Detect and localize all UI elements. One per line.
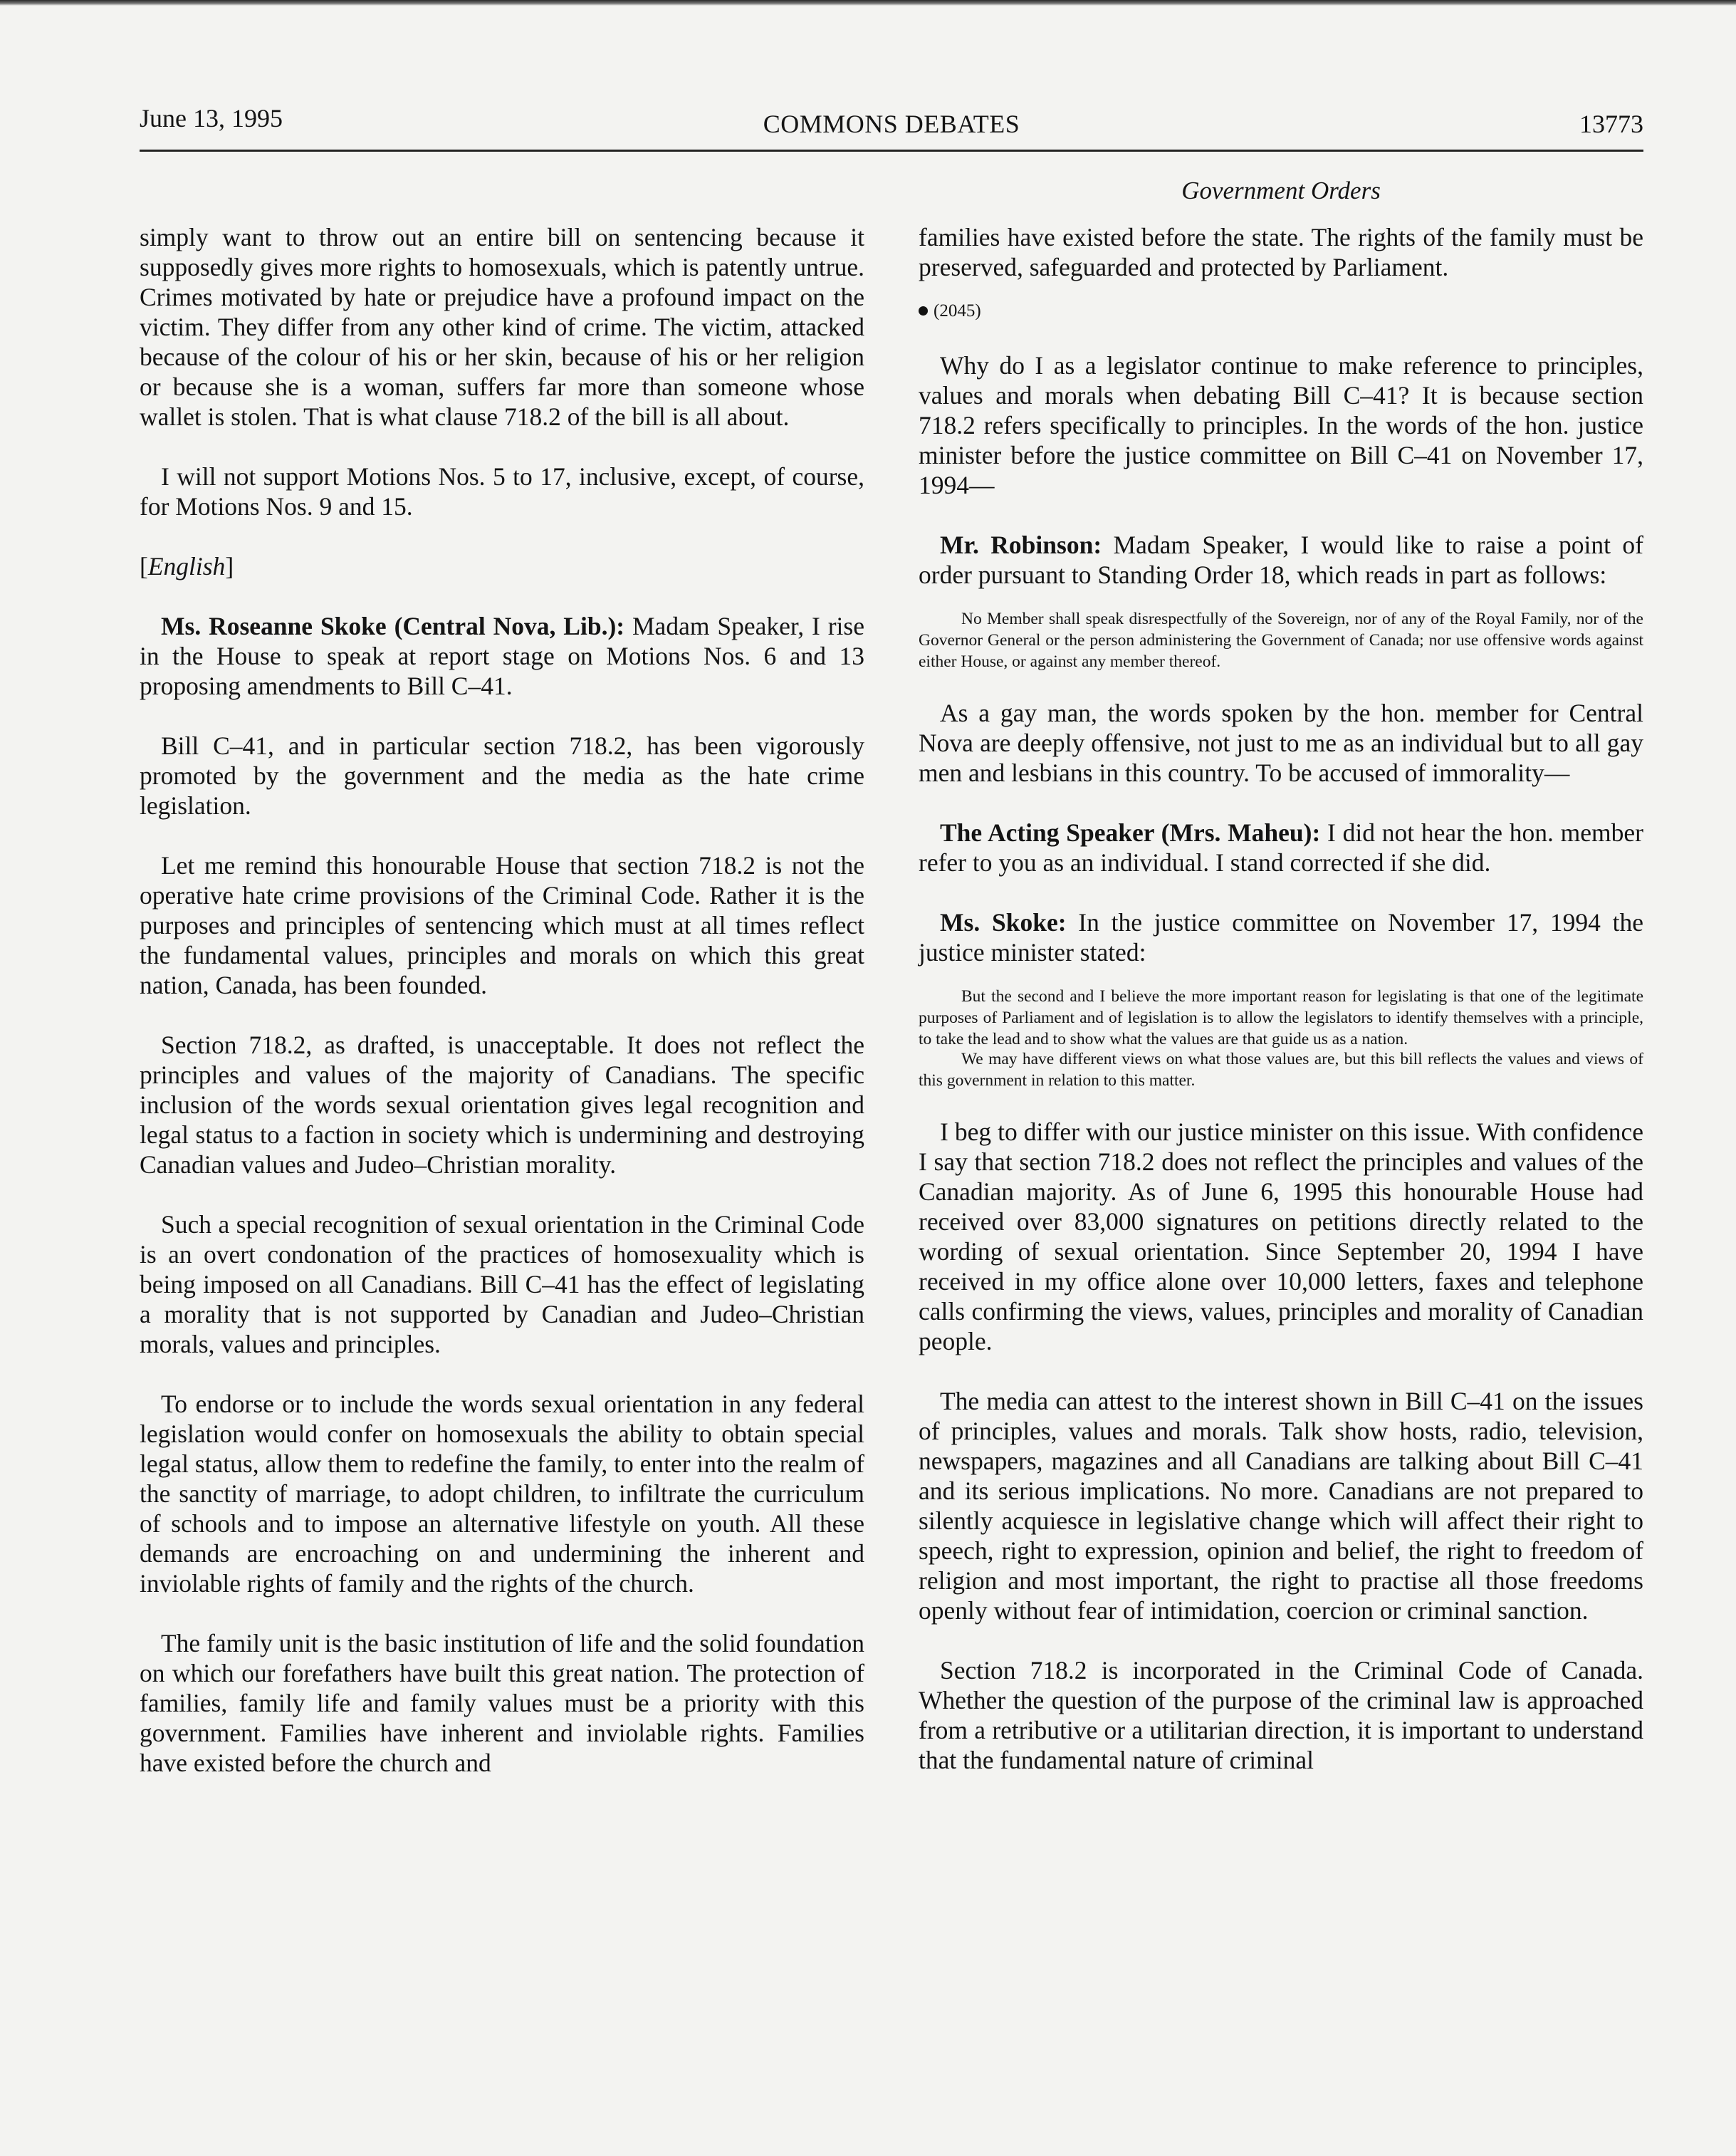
- quoted-passage: But the second and I believe the more important reason for legislating is that one of the legitimate purposes of Parliament and of legislation is to allow the legislators to identify themselves with a principle, to take the lead and to show what the values are that guide us as a nation.: [919, 987, 1643, 1048]
- header-journal-title: COMMONS DEBATES: [763, 110, 1020, 138]
- speech-text: Madam Speaker, I rise in the House to speak at report stage on Motions Nos. 6 and 13 proposing amendments to Bill C–41.: [140, 612, 864, 700]
- paragraph: Why do I as a legislator continue to make reference to principles, values and morals when debating Bill C–41? It is because section 718.2 refers specifically to principles. In the words of the hon. justice minister before the justice committee on Bill C–41 on November 17, 1994—: [919, 351, 1643, 499]
- quoted-passage: We may have different views on what those values are, but this bill reflects the values and views of this government in relation to this matter.: [919, 1050, 1643, 1090]
- paragraph: Section 718.2 is incorporated in the Criminal Code of Canada. Whether the question of the purpose of the criminal law is approached from a retributive or a utilitarian direction, it is important to understand that the fundamental nature of criminal: [919, 1656, 1643, 1774]
- paragraph: Bill C–41, and in particular section 718.2, has been vigorously promoted by the government and the media as the hate crime legislation.: [140, 731, 864, 820]
- speech-paragraph: [919, 530, 1643, 590]
- header-date: June 13, 1995: [140, 104, 283, 132]
- speech-paragraph: [919, 907, 1643, 967]
- paragraph: The family unit is the basic institution of life and the solid foundation on which our forefathers have built this great nation. The protection of families, family life and family values must be a priority with this government. Families have inherent and inviolable rights. Families have existed before the church and: [140, 1629, 864, 1777]
- bracket-close: ]: [225, 552, 234, 580]
- continued-paragraph: simply want to throw out an entire bill on sentencing because it supposedly gives more rights to homosexuals, which is patently untrue. Crimes motivated by hate or prejudice have a profound impact on the victim. They differ from any other kind of crime. The victim, attacked because of the colour of his or her skin, because of his or her religion or because she is a woman, suffers far more than someone whose wallet is stolen. That is what clause 718.2 of the bill is all about.: [140, 223, 864, 431]
- bullet-icon: [919, 306, 928, 316]
- right-column: [919, 222, 1643, 1805]
- continued-paragraph: families have existed before the state. The rights of the family must be preserved, safeguarded and protected by Parliament.: [919, 223, 1643, 281]
- paragraph: Section 718.2, as drafted, is unacceptable. It does not reflect the principles and values of the majority of Canadians. The specific inclusion of the words sexual orientation gives legal recognition and legal status to a faction in society which is undermining and destroying Canadian values and Judeo–Christian morality.: [140, 1031, 864, 1179]
- speaker-name: Ms. Roseanne Skoke (Central Nova, Lib.):: [161, 612, 625, 640]
- paragraph: I will not support Motions Nos. 5 to 17, inclusive, except, of course, for Motions Nos. 9 and 15.: [140, 462, 864, 521]
- document-page: [140, 100, 1643, 1777]
- scan-top-edge: [0, 0, 1736, 6]
- header-page-number: 13773: [1579, 110, 1643, 138]
- language-label: English: [147, 552, 226, 580]
- header-rule: [140, 150, 1643, 152]
- paragraph: The media can attest to the interest shown in Bill C–41 on the issues of principles, values and morals. Talk show hosts, radio, television, newspapers, magazines and all Canadians are talking about Bill C–41 and its serious implications. No more. Canadians are not prepared to silently acquiesce in legislative change which will affect their right to speech, right to expression, opinion and belief, the right to freedom of religion and most important, the right to practise all those freedoms openly without fear of intimidation, coercion or criminal sanction.: [919, 1387, 1643, 1625]
- speaker-name: Ms. Skoke:: [940, 908, 1067, 937]
- speech-text: I did not hear the hon. member refer to you as an individual. I stand corrected if she did.: [919, 818, 1643, 877]
- running-head: [140, 100, 1643, 142]
- time-marker: [919, 301, 1643, 322]
- language-marker: [140, 551, 864, 581]
- time-marker-text: (2045): [934, 301, 981, 321]
- quoted-passage: No Member shall speak disrespectfully of the Sovereign, nor of any of the Royal Family, nor of the Governor General or the person administering the Government of Canada; nor use offensive words against either House, or against any member thereof.: [919, 610, 1643, 671]
- speech-paragraph: [140, 611, 864, 701]
- paragraph: I beg to differ with our justice minister on this issue. With confidence I say that section 718.2 does not reflect the principles and values of the Canadian majority. As of June 6, 1995 this honourable House had received over 83,000 signatures on petitions directly related to the wording of sexual orientation. Since September 20, 1994 I have received in my office alone over 10,000 letters, faxes and telephone calls confirming the views, values, principles and morality of Canadian people.: [919, 1118, 1643, 1355]
- section-heading: Government Orders: [1181, 177, 1381, 204]
- paragraph: To endorse or to include the words sexual orientation in any federal legislation would confer on homosexuals the ability to obtain special legal status, allow them to redefine the family, to enter into the realm of the sanctity of marriage, to adopt children, to infiltrate the curriculum of schools and to impose an alternative lifestyle on youth. All these demands are encroaching on and undermining the inherent and inviolable rights of family and the rights of the church.: [140, 1390, 864, 1598]
- speaker-name: Mr. Robinson:: [940, 531, 1102, 559]
- speech-text: Madam Speaker, I would like to raise a point of order pursuant to Standing Order 18, which reads in part as follows:: [919, 531, 1643, 589]
- paragraph: As a gay man, the words spoken by the hon. member for Central Nova are deeply offensive, not just to me as an individual but to all gay men and lesbians in this country. To be accused of immorality—: [919, 699, 1643, 787]
- bracket-open: [: [140, 552, 148, 580]
- paragraph: Such a special recognition of sexual orientation in the Criminal Code is an overt condonation of the practices of homosexuality which is being imposed on all Canadians. Bill C–41 has the effect of legislating a morality that is not supported by Canadian and Judeo–Christian morals, values and principles.: [140, 1210, 864, 1358]
- speech-text: In the justice committee on November 17, 1994 the justice minister stated:: [919, 908, 1643, 967]
- left-column: [140, 222, 864, 1808]
- speech-paragraph: [919, 818, 1643, 877]
- paragraph: Let me remind this honourable House that section 718.2 is not the operative hate crime provisions of the Criminal Code. Rather it is the purposes and principles of sentencing which must at all times reflect the fundamental values, principles and morals on which this great nation, Canada, has been founded.: [140, 851, 864, 999]
- speaker-name: The Acting Speaker (Mrs. Maheu):: [940, 818, 1321, 847]
